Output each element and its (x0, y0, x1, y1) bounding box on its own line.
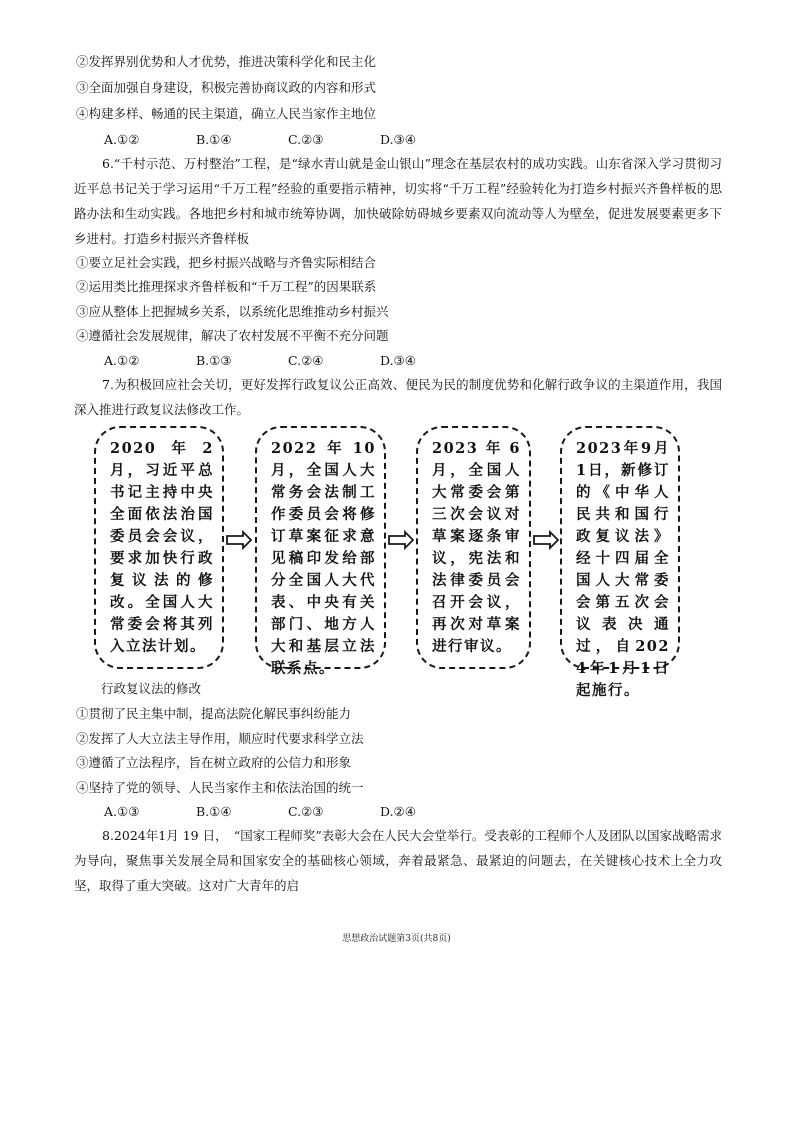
q6-option-a[interactable]: A.①② (104, 353, 140, 368)
q5-option-b[interactable]: B.①④ (196, 132, 232, 147)
q7-option-c[interactable]: C.②③ (288, 804, 324, 819)
q6-option-b[interactable]: B.①③ (196, 353, 232, 368)
q6-option-c[interactable]: C.②④ (288, 353, 324, 368)
q6-options (104, 353, 472, 369)
q7-item-2: ②发挥了人大立法主导作用，顺应时代要求科学立法 (76, 731, 364, 746)
q7-option-b[interactable]: B.①④ (196, 804, 232, 819)
flow-box-2022: 2022年10月，全国人大常务会法制工作委员会将修订草案征求意见稿印发给部分全国人大代表、中央有关部门、地方人大和基层立法联系点。 (255, 426, 386, 669)
q5-item-4: ④构建多样、畅通的民主渠道，确立人民当家作主地位 (76, 106, 377, 121)
q6-item-2: ②运用类比推理探求齐鲁样板和“千万工程”的因果联系 (76, 279, 377, 294)
flow-box-2020: 2020年2月，习近平总书记主持中央全面依法治国委员会会议，要求加快行政复议法的修改。全国人大常委会将其列入立法计划。 (94, 426, 224, 669)
q6-item-3: ③应从整体上把握城乡关系，以系统化思维推动乡村振兴 (76, 304, 389, 319)
q5-option-a[interactable]: A.①② (104, 132, 140, 147)
q6-option-d[interactable]: D.③④ (380, 353, 416, 368)
q7-caption: 行政复议法的修改 (101, 681, 202, 696)
flow-arrow-2 (387, 530, 415, 550)
q7-option-a[interactable]: A.①③ (104, 804, 140, 819)
q6-item-1: ①要立足社会实践，把乡村振兴战略与齐鲁实际相结合 (76, 255, 377, 270)
q5-option-d[interactable]: D.③④ (380, 132, 416, 147)
page-footer: 思想政治试题第3页(共8页) (342, 934, 451, 944)
q5-item-3: ③全面加强自身建设，积极完善协商议政的内容和形式 (76, 80, 377, 95)
q7-stem: 7.为积极回应社会关切，更好发挥行政复议公正高效、便民为民的制度优势和化解行政争议的主渠道作用，我国深入推进行政复议法修改工作。 (74, 377, 722, 417)
q5-options (104, 132, 472, 148)
q7-item-3: ③遵循了立法程序，旨在树立政府的公信力和形象 (76, 755, 352, 770)
q5-option-c[interactable]: C.②③ (288, 132, 324, 147)
q7-item-4: ④坚持了党的领导、人民当家作主和依法治国的统一 (76, 780, 364, 795)
q5-item-2: ②发挥界别优势和人才优势，推进决策科学化和民主化 (76, 54, 377, 69)
q6-stem: 6.“千村示范、万村整治”工程，是“绿水青山就是金山银山”理念在基层农村的成功实践。山东省深入学习贯彻习近平总书记关于学习运用“千万工程”经验的重要指示精神，切实将“千万工程”经验转化为打造乡村振兴齐鲁样板的思路办法和生动实践。各地把乡村和城市统筹协调，加快破除妨碍城乡要素双向流动等人为壁垒，促进发展要素更多下乡进村。打造乡村振兴齐鲁样板 (74, 156, 722, 246)
q7-item-1: ①贯彻了民主集中制，提高法院化解民事纠纷能力 (76, 706, 352, 721)
q8-stem: 8.2024年1月 19 日， “国家工程师奖”表彰大会在人民大会堂举行。受表彰的工程师个人及团队以国家战略需求为导向，聚焦事关发展全局和国家安全的基础核心领域，奔着最紧急、最紧迫的问题去，在关键核心技术上全力攻坚，取得了重大突破。这对广大青年的启 (74, 828, 722, 893)
flow-box-2023-june: 2023年6月，全国人大常委会第三次会议对草案逐条审议，宪法和法律委员会召开会议，再次对草案进行审议。 (416, 426, 531, 669)
flow-arrow-3 (532, 530, 560, 550)
q7-option-d[interactable]: D.②④ (380, 804, 416, 819)
q6-item-4: ④遵循社会发展规律，解决了农村发展不平衡不充分问题 (76, 328, 389, 343)
q7-options (104, 804, 472, 820)
flow-box-2023-sept: 2023年9月1日，新修订的《中华人民共和国行政复议法》经十四届全国人大常委会第五次会议表决通过，自2024年1月1日起施行。 (560, 426, 680, 669)
flow-arrow-1 (225, 530, 253, 550)
